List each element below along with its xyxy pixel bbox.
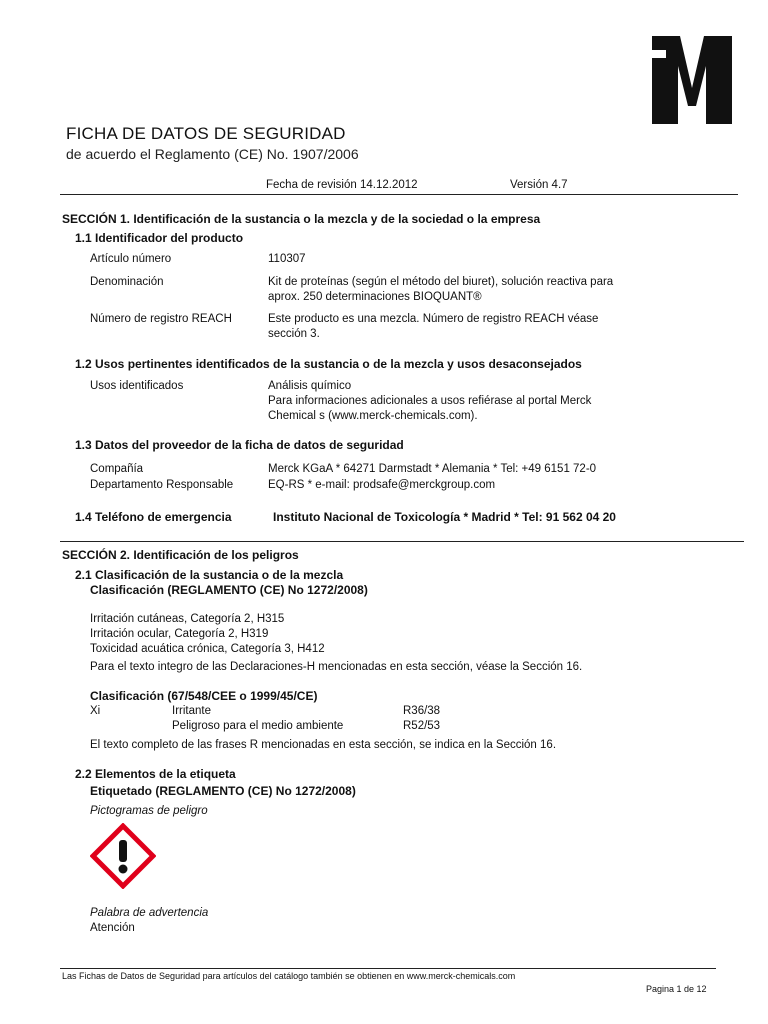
- value-uses-line2: Para informaciones adicionales a usos refiérase al portal Merck: [268, 395, 592, 407]
- exclamation-mark-icon: [90, 823, 156, 889]
- label-department: Departamento Responsable: [90, 479, 234, 491]
- document-title: FICHA DE DATOS DE SEGURIDAD: [66, 124, 346, 143]
- classification-old-title: Clasificación (67/548/CEE o 1999/45/CE): [90, 689, 318, 703]
- h-statements-note: Para el texto integro de las Declaraciones-H mencionadas en esta sección, véase la Sección 16.: [90, 661, 583, 673]
- value-denomination-line2: aprox. 250 determinaciones BIOQUANT®: [268, 291, 482, 303]
- section2-2-title: 2.2 Elementos de la etiqueta: [75, 767, 236, 781]
- label-denomination: Denominación: [90, 276, 164, 288]
- version: Versión 4.7: [510, 179, 568, 191]
- section2-2-subtitle: Etiquetado (REGLAMENTO (CE) No 1272/2008): [90, 784, 356, 798]
- class-r-phrase: R52/53: [403, 720, 441, 732]
- footer-note: Las Fichas de Datos de Seguridad para artículos del catálogo también se obtienen en www.merck-chemicals.com: [62, 971, 516, 981]
- document-subtitle: de acuerdo el Reglamento (CE) No. 1907/2006: [66, 146, 359, 162]
- emergency-phone: Instituto Nacional de Toxicología * Madrid * Tel: 91 562 04 20: [273, 510, 616, 524]
- signal-word-value: Atención: [90, 922, 135, 934]
- label-identified-uses: Usos identificados: [90, 380, 184, 392]
- section1-title: SECCIÓN 1. Identificación de la sustancia o la mezcla y de la sociedad o la empresa: [62, 212, 541, 226]
- revision-date: Fecha de revisión 14.12.2012: [266, 179, 418, 191]
- pictograms-label: Pictogramas de peligro: [90, 805, 208, 817]
- hazard-item: Irritación cutáneas, Categoría 2, H315: [90, 613, 285, 625]
- header-divider: [60, 194, 738, 195]
- label-reach-number: Número de registro REACH: [90, 313, 232, 325]
- footer-divider: [60, 968, 716, 969]
- class-desc: Irritante: [172, 705, 211, 717]
- class-desc: Peligroso para el medio ambiente: [172, 720, 344, 732]
- value-uses-line3: Chemical s (www.merck-chemicals.com).: [268, 410, 478, 422]
- class-code: Xi: [90, 705, 101, 717]
- value-company: Merck KGaA * 64271 Darmstadt * Alemania * Tel: +49 6151 72-0: [268, 463, 597, 475]
- value-article-number: 110307: [268, 253, 306, 265]
- section2-1-subtitle: Clasificación (REGLAMENTO (CE) No 1272/2008): [90, 583, 368, 597]
- signal-word-label: Palabra de advertencia: [90, 907, 209, 919]
- value-reach-line2: sección 3.: [268, 328, 320, 340]
- hazard-item: Irritación ocular, Categoría 2, H319: [90, 628, 269, 640]
- hazard-item: Toxicidad acuática crónica, Categoría 3, H412: [90, 643, 325, 655]
- section1-4-title: 1.4 Teléfono de emergencia: [75, 510, 232, 524]
- merck-logo: [650, 36, 734, 126]
- value-reach-line1: Este producto es una mezcla. Número de registro REACH véase: [268, 313, 599, 325]
- class-r-phrase: R36/38: [403, 705, 441, 717]
- section1-2-title: 1.2 Usos pertinentes identificados de la sustancia o de la mezcla y usos desaconsejados: [75, 357, 582, 371]
- label-company: Compañía: [90, 463, 144, 475]
- value-uses-line1: Análisis químico: [268, 380, 352, 392]
- merck-logo-icon: [650, 36, 734, 126]
- section1-divider: [60, 541, 744, 542]
- r-phrases-note: El texto completo de las frases R mencionadas en esta sección, se indica en la Sección 16.: [90, 739, 557, 751]
- section1-1-title: 1.1 Identificador del producto: [75, 231, 244, 245]
- section2-1-title: 2.1 Clasificación de la sustancia o de la mezcla: [75, 568, 344, 582]
- section2-title: SECCIÓN 2. Identificación de los peligros: [62, 548, 299, 562]
- value-denomination-line1: Kit de proteínas (según el método del biuret), solución reactiva para: [268, 276, 614, 288]
- label-article-number: Artículo número: [90, 253, 172, 265]
- value-department: EQ-RS * e-mail: prodsafe@merckgroup.com: [268, 479, 496, 491]
- page-number: Pagina 1 de 12: [646, 984, 707, 994]
- section1-3-title: 1.3 Datos del proveedor de la ficha de datos de seguridad: [75, 438, 404, 452]
